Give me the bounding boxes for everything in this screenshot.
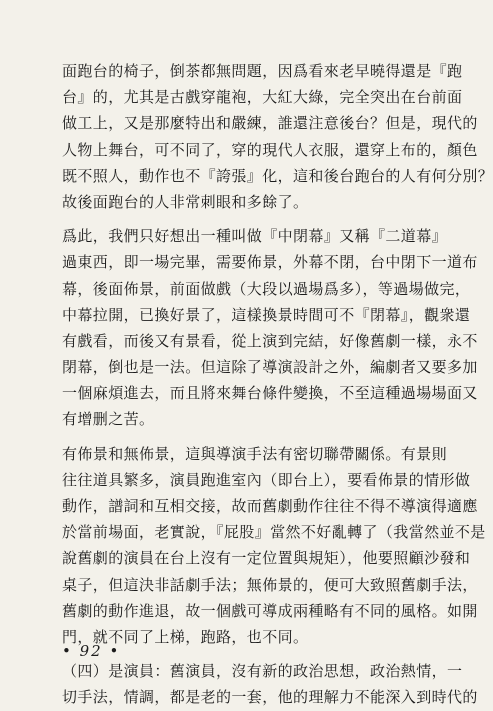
- text-line: 有戲看，而後又有景看，從上演到完結，好像舊劇一樣，永不: [62, 331, 478, 350]
- text-line: 中幕拉開，已換好景了，這樣換景時間可不『閉幕』，觀衆還: [62, 305, 471, 324]
- paragraph-gap: [62, 215, 408, 223]
- text-line: 有增删之苦。: [62, 410, 155, 429]
- text-line: 說舊劇的演員在台上沒有一定位置與規矩），他要照顧沙發和: [62, 549, 471, 568]
- text-line: 於當前場面，老實說，『屁股』當然不好亂轉了（我當然並不是: [62, 523, 486, 542]
- paragraph: [62, 58, 493, 215]
- text-line: 門，就不同了上梯，跑路，也不同。: [62, 627, 309, 646]
- paragraph: [62, 441, 486, 651]
- body-text: [62, 58, 493, 711]
- text-line: 動作，譜詞和互相交接，故而舊劇動作往往不得不導演得適應: [62, 497, 478, 515]
- text-line: （四）是演員：舊演員，沒有新的政治思想，政治熱情，一: [62, 662, 463, 681]
- text-line: 舊劇的動作進退，故一個戲可導成兩種略有不同的風格。如開: [62, 601, 478, 620]
- text-line: 桌子，但這決非話劇手法；無佈景的，便可大致照舊劇手法，: [62, 575, 478, 594]
- text-line: 過東西，即一場完畢，需要佈景，外幕不閉，台中閉下一道布: [62, 253, 478, 272]
- text-line: 做工上，又是那麼特出和嚴練，誰還注意後台？但是，現代的: [62, 114, 478, 133]
- text-line: 一個麻煩進去，而且將來舞台條件變換，不至這種過場場面又: [62, 384, 478, 403]
- text-line: 既不照人，動作也不『誇張』化，這和後台跑台的人有何分別？: [62, 166, 493, 185]
- text-line: 幕，後面佈景，前面做戲（大段以過場爲多），等過場做完，: [62, 279, 471, 298]
- paragraph-gap: [62, 433, 408, 441]
- text-line: 切手法，情調，都是老的一套，他的理解力不能深入到時代的: [62, 688, 478, 707]
- paragraph: [62, 658, 478, 710]
- text-line: 有佈景和無佈景，這與導演手法有密切聯帶關係。有景則: [62, 444, 448, 463]
- paragraph: [62, 223, 478, 433]
- page-number: • 92 •: [62, 642, 121, 660]
- text-line: 爲此，我們只好想出一種叫做『中閉幕』又稱『二道幕』: [62, 227, 448, 246]
- text-line: 人物上舞台，可不同了，穿的現代人衣服，還穿上布的，顏色: [62, 140, 478, 159]
- text-line: 故後面跑台的人非常刺眼和多餘了。: [62, 192, 309, 211]
- text-line: 往往道具繁多，演員跑進室內（即台上），要看佈景的情形做: [62, 470, 471, 489]
- text-line: 閉幕，倒也是一法。但這除了導演設計之外，編劇者又要多加: [62, 358, 478, 377]
- text-line: 面跑台的椅子，倒茶都無問題，因爲看來老早曉得還是『跑: [62, 62, 463, 80]
- text-line: 台』的，尤其是古戲穿龍袍，大紅大綠，完全突出在台前面: [62, 88, 463, 107]
